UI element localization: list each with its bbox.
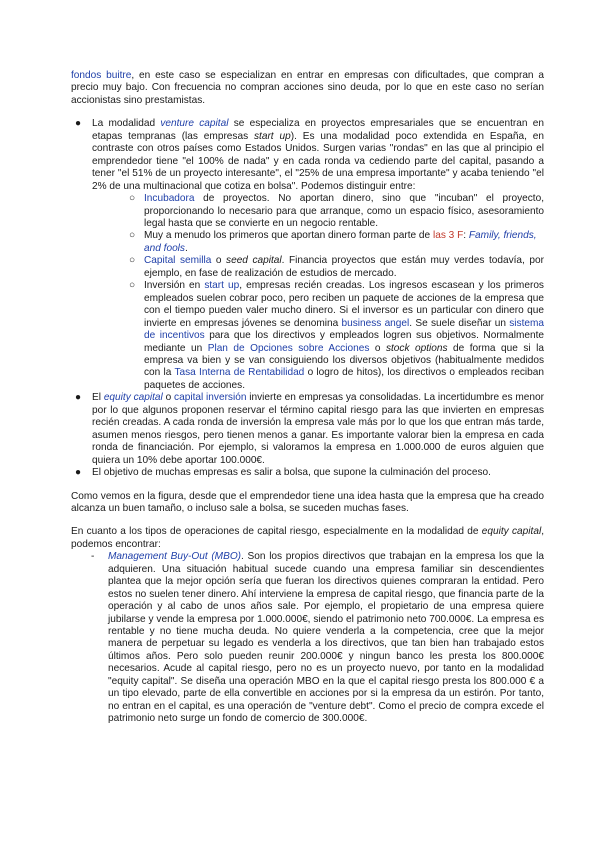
circle-marker: ○ — [129, 255, 136, 267]
start-up-link[interactable]: start up — [204, 280, 240, 292]
bullet-marker: ● — [75, 118, 82, 130]
sub-item-capital-semilla: ○ Capital semilla o seed capital. Financia proyectos que están muy verdes todavía, por ejemplo, en fase de realización de estudios de mercado. — [129, 255, 544, 279]
equity-capital-link[interactable]: equity capital — [103, 392, 163, 404]
paragraph-figura: Como vemos en la figura, desde que el emprendedor tiene una idea hasta que la empresa que ha creado alcanza un buen tamaño, o incluso sale a bolsa, se suceden muchas fases. — [71, 490, 544, 514]
tir-link[interactable]: Tasa Interna de Rentabilidad — [174, 367, 305, 379]
sub-item-tres-f: ○ Muy a menudo los primeros que aportan dinero forman parte de las 3 F: Family, friends, and fools. — [129, 230, 537, 254]
incubadora-link[interactable]: Incubadora — [144, 193, 195, 205]
circle-marker: ○ — [129, 193, 136, 205]
venture-capital-link[interactable]: venture capital — [160, 118, 229, 130]
circle-marker: ○ — [129, 230, 136, 242]
dash-item-mbo: - Management Buy-Out (MBO). Son los propios directivos que trabajan en la empresa los que la adquieren. Una situación habitual sucede cuando una empresa familiar sin descendientes plantea que la mejor opción sería que fueran los directivos quienes compraran la entidad. Pero estos no suelen tener dinero. Ahí interviene la empresa de capital riesgo, que financia parte de la operación y al cabo de unos años sale. Por ejemplo, el propietario de una empresa quiere jubilarse y vende la empresa por 1.000.000€, siendo el patrimonio neto 700.000€. La empresa es rentable y no tiene mucha deuda. No quiere venderla a la competencia, cree que la mejor manera de perpetuar su legado es venderla a los directivos, que tan bien han trabajado estos últimos años. Pero solo pueden reunir 200.000€ y ningun banco les presta los 800.000€ necesarios. Acude al capital riesgo, pero no es un proyecto nuevo, por tanto en la modalidad "equity capital". Se diseña una operación MBO en la que el capital riesgo presta los 800.000 € a un tipo elevado, parte de ella convertible en acciones por si la empresa da un estirón. Por tanto, no entran en el capital, es una operación de "venture debt". Como el precio de compra excede el patrimonio neto surge un fondo de comercio de 300.000€. — [91, 551, 544, 725]
intro-paragraph: fondos buitre, en este caso se especializan en entrar en empresas con dificultades, que compran a precio muy bajo. Con frecuencia no compran acciones sino deuda, por lo que en este caso no serían accionistas sino prestamistas. — [71, 70, 544, 106]
document-page — [71, 70, 544, 726]
bullet-item-equity-capital: ● El equity capital o capital inversión invierte en empresas ya consolidadas. La incertidumbre es menor por lo que algunos proponen reservar el término capital riesgo para las que invierten en empresas recién creadas. A cada ronda de inversión la empresa vale más por lo que los que entran más tarde, asumen menos riesgos, pero tienen menos a ganar. Es importante valorar bien la empresa en cada ronda de financiación. Por ejemplo, si valoramos la empresa en 1.000.000 de euros alguien que quiera un 10% debe aportar 100.000€. — [75, 392, 545, 466]
plan-opciones-link[interactable]: Plan de Opciones sobre Acciones — [207, 342, 370, 354]
fondos-buitre-link[interactable]: fondos buitre — [71, 70, 132, 81]
sistema-incentivos-link[interactable]: sistema de incentivos — [144, 317, 545, 342]
bullet-item-bolsa: ● El objetivo de muchas empresas es salir a bolsa, que supone la culminación del proceso. — [75, 467, 491, 479]
sub-item-incubadora: ○ Incubadora de proyectos. No aportan dinero, sino que "incuban" el proyecto, proporcionando lo necesario para que arranque, como un espacio físico, asesoramiento legal hasta que se convierte en un negocio rentable. — [129, 193, 544, 229]
mbo-link[interactable]: Management Buy-Out (MBO) — [108, 551, 242, 563]
business-angel-link[interactable]: business angel — [341, 317, 410, 329]
spacer — [71, 480, 544, 491]
bullet-item-venture-capital: ● La modalidad venture capital se especializa en proyectos empresariales que se encuentran en etapas tempranas (las empresas start up). Es una modalidad poco extendida en España, en contraste con otros países como Estados Unidos. Surgen varias "rondas" en las que al principio el emprendedor tiene "el 100% de nada" y en cada ronda va cediendo parte del capital, pasando a tener "el 51% de un proyecto interesante", el "25% de una empresa importante" y acaba teniendo "el 2% de una multinacional que cotiza en bolsa". Podemos distinguir entre: — [75, 118, 545, 192]
tres-f-link[interactable]: las 3 F — [432, 230, 464, 242]
capital-inversion-link[interactable]: capital inversión — [174, 392, 247, 404]
bullet-marker: ● — [75, 392, 82, 404]
paragraph-tipos: En cuanto a los tipos de operaciones de capital riesgo, especialmente en la modalidad de equity capital, podemos encontrar: — [71, 526, 544, 550]
spacer — [71, 515, 544, 526]
circle-marker: ○ — [129, 280, 136, 292]
dash-marker: - — [91, 551, 95, 563]
capital-semilla-link[interactable]: Capital semilla — [144, 255, 212, 267]
bullet-marker: ● — [75, 467, 82, 479]
spacer — [71, 107, 544, 118]
sub-item-start-up: ○ Inversión en start up, empresas recién creadas. Los ingresos escasean y los primeros empleados suelen cobrar poco, pero reciben un paquete de acciones de la empresa que con el tiempo pueden valer mucho dinero. Si el inversor es un particular con dinero que invierte en empresas jóvenes se denomina business angel. Se suele diseñar un sistema de incentivos para que los directivos y empleados logren sus objetivos. Normalmente mediante un Plan de Opciones sobre Acciones o stock options de forma que si la empresa va bien y se van consiguiendo los diversos objetivos (habitualmente medidos con la Tasa Interna de Rentabilidad o logro de hitos), los directivos o empleados reciban paquetes de acciones. — [129, 280, 545, 391]
